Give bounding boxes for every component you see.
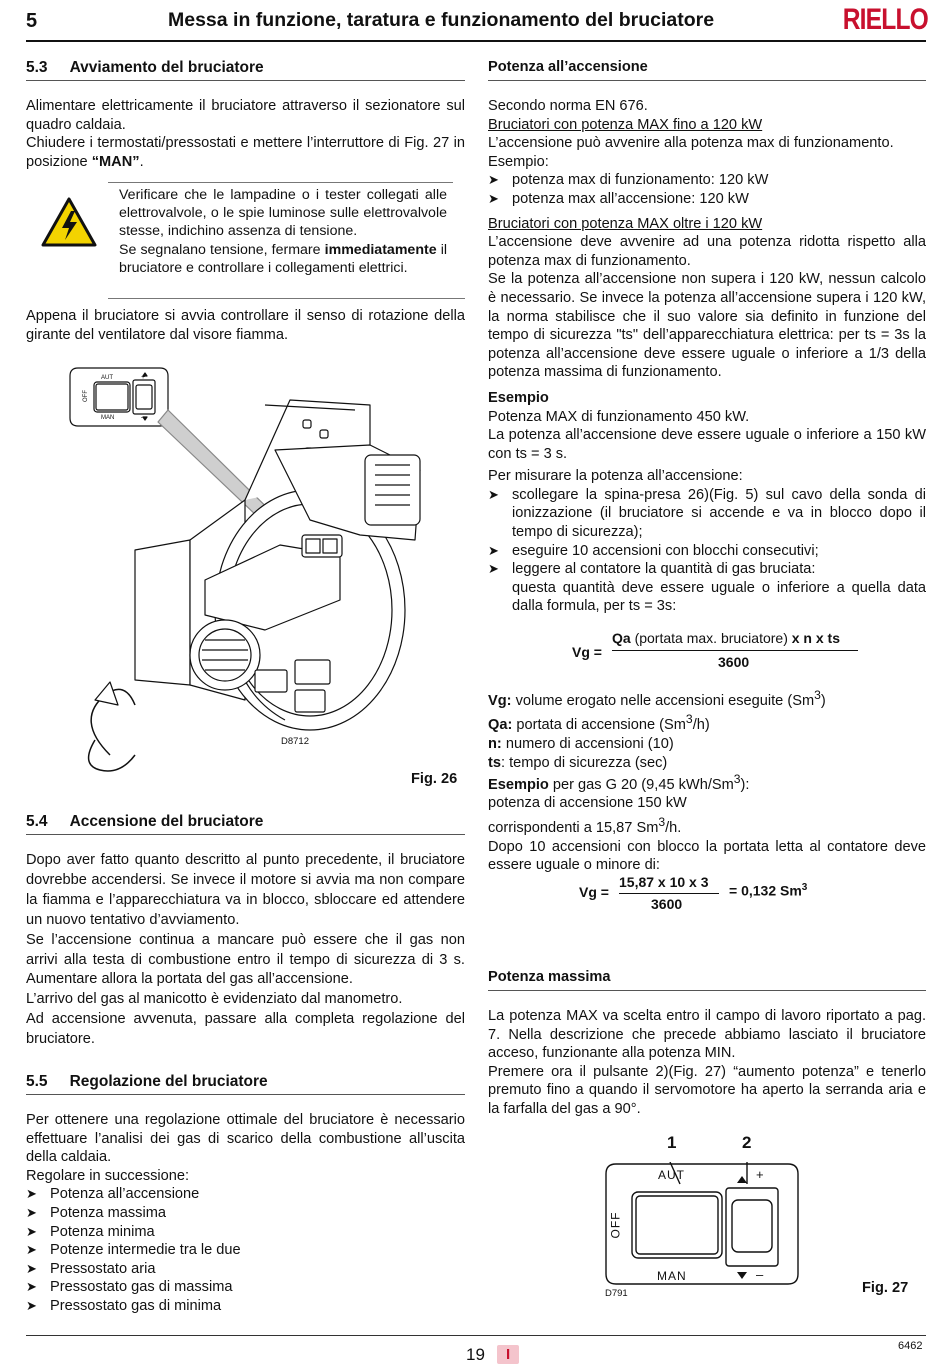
potenza-massima-body <box>488 1007 926 1119</box>
paragraph: Per misurare la potenza all’accensione: <box>488 468 743 485</box>
formula-2-denominator: 3600 <box>651 896 683 912</box>
paragraph: Alimentare elettricamente il bruciatore attraverso il sezionatore sul quadro caldaia. <box>26 98 465 133</box>
formula-2-numerator: 15,87 x 10 x 3 <box>619 874 709 890</box>
list-item: ➤ Pressostato gas di massima <box>26 1278 465 1297</box>
switch-aut-label: AUT <box>658 1168 685 1182</box>
section-5-3-after <box>26 307 465 344</box>
section-rule <box>26 1094 465 1095</box>
section-5-5-heading <box>26 1073 268 1091</box>
section-number: 5.3 <box>26 59 48 76</box>
formula-1-fraction-line <box>612 650 858 651</box>
list-item: ➤ scollegare la spina-presa 26)(Fig. 5) sul cavo della sonda di ionizzazione (il bruciatore si accende e va in blocco dopo il tempo di sicurezza); <box>488 486 926 542</box>
paragraph: Potenza MAX di funzionamento 450 kW. <box>488 408 750 425</box>
footer-rule <box>26 1335 926 1336</box>
list-item: ➤ Potenza all’accensione <box>26 1185 465 1204</box>
switch-man-label: MAN <box>657 1269 687 1283</box>
example-heading: Esempio <box>488 389 549 406</box>
control-panel-illustration <box>604 1162 800 1286</box>
inset-aut-label: AUT <box>101 375 113 381</box>
section-5-4-body <box>26 851 465 1050</box>
definition: Vg: volume erogato nelle accensioni eseguite (Sm$^3$) <box>488 688 826 709</box>
paragraph: Per ottenere una regolazione ottimale del bruciatore è necessario effettuare l’analisi dei gas di scarico della combustione all’uscita della caldaia. <box>26 1112 465 1166</box>
list-item: ➤ leggere al contatore la quantità di gas bruciata: questa quantità deve essere uguale o inferiore a quella data dalla formula, per ts = 3s: <box>488 560 926 616</box>
measure-list <box>488 486 926 616</box>
section-title: Avviamento del bruciatore <box>69 59 264 76</box>
warning-paragraph: Se segnalano tensione, fermare immediatamente il bruciatore e controllare i collegamenti elettrici. <box>119 241 447 276</box>
paragraph: Esempio: <box>488 153 549 170</box>
paragraph: Dopo 10 accensioni con blocco la portata letta al contatore deve essere uguale o minore di: <box>488 838 926 874</box>
fig27-callout-2: 2 <box>742 1133 752 1152</box>
list-item: ➤ potenza max di funzionamento: 120 kW <box>488 171 926 190</box>
section-rule <box>26 80 465 81</box>
list-item: ➤ potenza max all’accensione: 120 kW <box>488 190 926 209</box>
paragraph: Esempio per gas G 20 (9,45 kWh/Sm$^3$): <box>488 772 750 793</box>
potenza-accensione-body <box>488 97 926 616</box>
paragraph: Bruciatori con potenza MAX oltre i 120 kW <box>488 215 763 232</box>
paragraph: Regolare in successione: <box>26 1167 190 1184</box>
paragraph: Bruciatori con potenza MAX fino a 120 kW <box>488 116 763 133</box>
list-item: ➤ Pressostato aria <box>26 1260 465 1279</box>
list-item: ➤ Potenza massima <box>26 1204 465 1223</box>
definition: n: numero di accensioni (10) <box>488 735 674 752</box>
fig26-label: Fig. 26 <box>411 771 458 787</box>
paragraph: Se la potenza all’accensione non supera i 120 kW, nessun calcolo è necessario. Se invece la potenza all’accensione supera i 120 kW, la norma stabilisce che il suo valore sia definito in funzione del tempo di sicurezza "ts" dell’apparecchiatura elettrica: per ts = 3s la potenza all’accensione deve essere uguale o inferiore a 1/3 della potenza massima di funzionamento. <box>488 271 926 381</box>
inset-plus-label: + <box>141 374 146 381</box>
paragraph: L’accensione deve avvenire ad una potenza ridotta rispetto alla potenza max di funzionamento. <box>488 234 926 269</box>
chapter-number: 5 <box>26 10 38 32</box>
section-5-5-body <box>26 1111 465 1316</box>
formula-1-denominator: 3600 <box>718 654 750 670</box>
page-number: 19 <box>466 1345 485 1364</box>
definition: ts: tempo di sicurezza (sec) <box>488 754 668 771</box>
formula-2-result: = 0,132 Sm$^3$ <box>729 882 808 899</box>
paragraph: L’accensione può avvenire alla potenza max di funzionamento. <box>488 135 894 152</box>
section-5-3-body <box>26 97 465 171</box>
increase-plus-label: + <box>756 1167 764 1182</box>
warning-top-rule <box>108 182 453 183</box>
inset-minus-label: – <box>141 414 145 421</box>
section-number: 5.5 <box>26 1073 48 1090</box>
section-rule <box>26 834 465 835</box>
fig26-code: D8712 <box>281 736 309 747</box>
paragraph: Se l’accensione continua a mancare può essere che il gas non arrivi alla testa di combustione entro il tempo di sicurezza di 3 s. Aumentare allora la portata del gas all’accensione. <box>26 931 465 988</box>
formula-definitions <box>488 686 926 772</box>
list-item: ➤ Potenza minima <box>26 1223 465 1242</box>
document-code: 6462 <box>898 1340 923 1352</box>
section-title: Regolazione del bruciatore <box>69 1073 268 1090</box>
warning-bottom-rule <box>108 298 465 299</box>
formula-1-numerator: Qa (portata max. bruciatore) x n x ts <box>612 630 840 646</box>
warning-text <box>119 186 447 277</box>
decrease-minus-label: – <box>756 1267 764 1282</box>
burner-illustration <box>40 360 470 780</box>
warning-paragraph: Verificare che le lampadine o i tester collegati alle elettrovalvole, o le spie luminose sulle elettrovalvole stesse, indichino assenza di tensione. <box>119 187 447 240</box>
adjustment-list <box>26 1185 465 1315</box>
switch-off-label: OFF <box>608 1211 623 1239</box>
section-5-4-heading <box>26 813 263 831</box>
chapter-title: Messa in funzione, taratura e funzionamento del bruciatore <box>168 9 715 31</box>
inset-off-label: OFF <box>83 390 89 402</box>
potenza-accensione-heading: Potenza all’accensione <box>488 59 648 75</box>
paragraph: Premere ora il pulsante 2)(Fig. 27) “aumento potenza” e tenerlo premuto fino a quando il servomotore ha aperto la serranda aria e la farfalla del gas a 90°. <box>488 1063 926 1117</box>
paragraph: La potenza MAX va scelta entro il campo di lavoro riportato a pag. 7. Nella descrizione che precede abbiamo lasciato il bruciatore acceso, funzionante alla potenza MIN. <box>488 1008 926 1062</box>
example-list <box>488 171 926 208</box>
paragraph: Chiudere i termostati/pressostati e mettere l’interruttore di Fig. 27 in posizione “MAN”. <box>26 135 465 170</box>
brand-logo: RIELLO <box>842 3 928 36</box>
paragraph: potenza di accensione 150 kW <box>488 795 687 812</box>
example-g20 <box>488 770 926 875</box>
fig27-label: Fig. 27 <box>862 1280 909 1296</box>
section-rule <box>488 990 926 991</box>
formula-2-lhs: Vg = <box>579 884 609 900</box>
section-rule <box>488 80 926 81</box>
paragraph: Appena il bruciatore si avvia controllare il senso di rotazione della girante del ventilatore dal visore fiamma. <box>26 308 465 343</box>
paragraph: La potenza all’accensione deve essere uguale o inferiore a 150 kW con ts = 3 s. <box>488 427 926 462</box>
electric-hazard-icon <box>40 196 98 248</box>
section-number: 5.4 <box>26 813 48 830</box>
list-item: ➤ Pressostato gas di minima <box>26 1297 465 1316</box>
paragraph: Secondo norma EN 676. <box>488 98 648 114</box>
header-rule <box>26 40 926 42</box>
list-item: ➤ eseguire 10 accensioni con blocchi consecutivi; <box>488 542 926 561</box>
paragraph: Dopo aver fatto quanto descritto al punto precedente, il bruciatore dovrebbe accendersi. Se invece il motore si avvia ma non compare la fiamma e l’apparecchiatura va in blocco, sbloccare ed attendere un nuovo tentativo d’avviamento. <box>26 852 465 928</box>
fig27-code: D791 <box>605 1288 628 1299</box>
paragraph: Ad accensione avvenuta, passare alla completa regolazione del bruciatore. <box>26 1011 465 1048</box>
paragraph: L’arrivo del gas al manicotto è evidenziato dal manometro. <box>26 991 403 1008</box>
section-5-3-heading <box>26 59 264 77</box>
language-badge: I <box>497 1345 519 1364</box>
list-item: ➤ Potenze intermedie tra le due <box>26 1241 465 1260</box>
paragraph: corrispondenti a 15,87 Sm$^3$/h. <box>488 815 682 836</box>
inset-man-label: MAN <box>101 415 115 421</box>
definition: Qa: portata di accensione (Sm$^3$/h) <box>488 712 710 734</box>
fig27-callout-1: 1 <box>667 1133 677 1152</box>
section-title: Accensione del bruciatore <box>69 813 264 830</box>
potenza-massima-heading: Potenza massima <box>488 969 611 985</box>
formula-2-fraction-line <box>619 893 719 894</box>
formula-1-lhs: Vg = <box>572 644 602 660</box>
